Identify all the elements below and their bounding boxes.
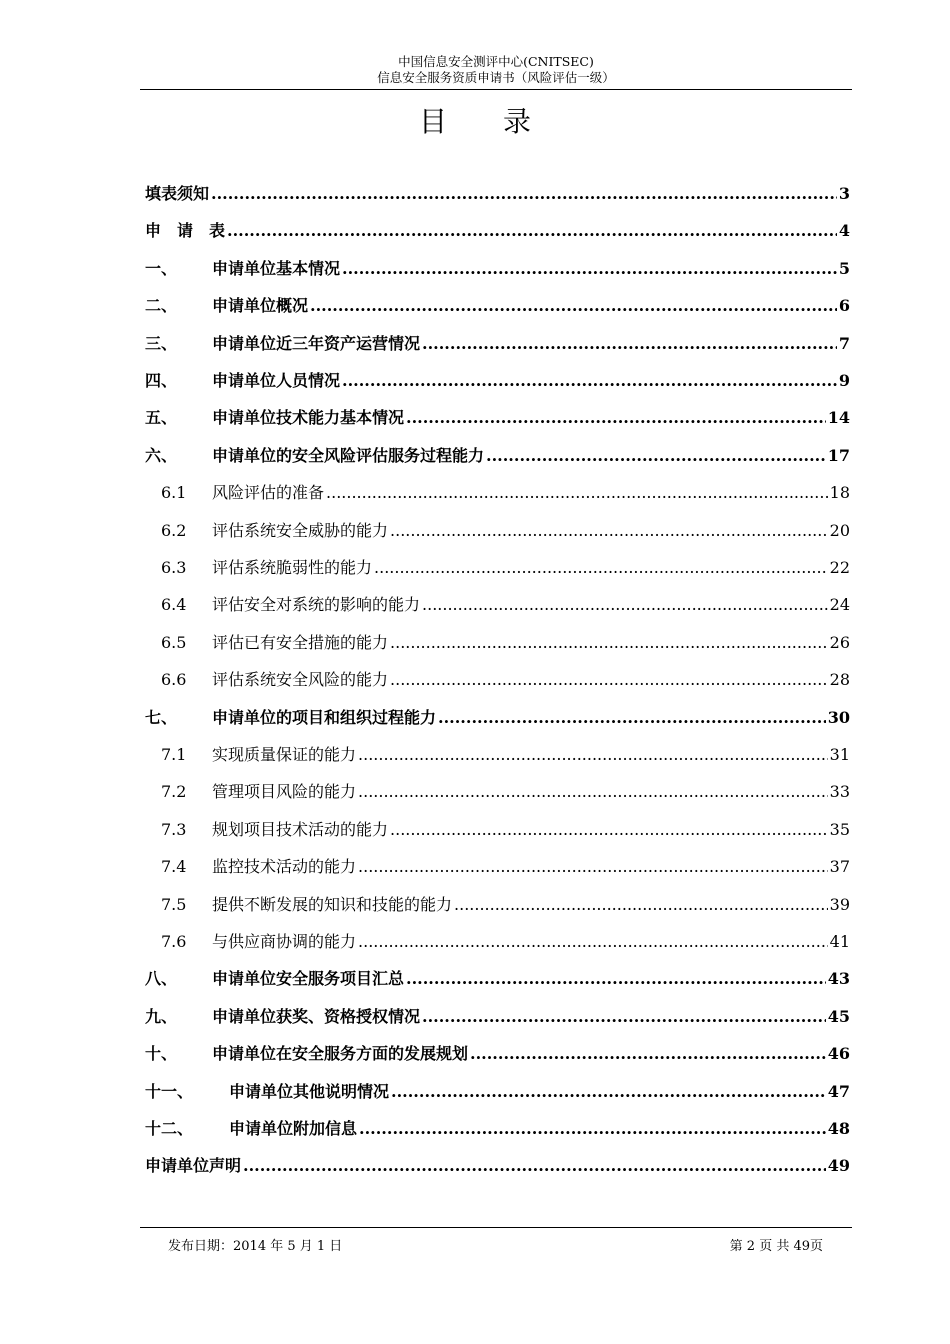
toc-entry-page: 20 (829, 520, 850, 540)
toc-dot-leader (454, 895, 828, 914)
toc-entry-number: 6.1 (161, 483, 187, 503)
toc-dot-leader (438, 708, 826, 727)
footer-page-info: 第 2 页 共 49页 (729, 1239, 823, 1254)
toc-entry-page: 39 (829, 894, 850, 914)
toc-entry-label: 评估系统脆弱性的能力 (212, 558, 373, 577)
toc-dot-leader (406, 408, 826, 427)
toc-entry-label: 风险评估的准备 (212, 483, 325, 503)
toc-entry[interactable] (145, 1116, 850, 1140)
toc-dot-leader (390, 670, 828, 689)
toc-dot-leader (406, 969, 826, 988)
toc-dot-leader (422, 334, 837, 353)
toc-entry-label: 实现质量保证的能力 (212, 745, 357, 764)
toc-entry[interactable] (145, 331, 850, 355)
toc-entry-number: 十一、 (145, 1081, 194, 1101)
toc-entry-number: 7.6 (161, 932, 187, 951)
toc-entry-number: 6.5 (161, 632, 187, 652)
toc-entry-page: 7 (838, 333, 850, 353)
toc-dot-leader (486, 446, 826, 465)
toc-entry-page: 28 (829, 670, 850, 690)
toc-entry[interactable] (145, 667, 850, 691)
toc-entry-page: 31 (829, 745, 850, 764)
toc-entry-label: 评估已有安全措施的能力 (212, 632, 389, 652)
toc-entry[interactable] (145, 1004, 850, 1028)
toc-entry-label: 评估安全对系统的影响的能力 (212, 595, 421, 615)
toc-entry-page: 48 (827, 1119, 850, 1138)
toc-entry-label: 申请单位近三年资产运营情况 (212, 333, 421, 353)
toc-entry-number: 七、 (145, 707, 178, 727)
toc-entry-label: 申请单位概况 (212, 296, 309, 316)
toc-entry-label: 管理项目风险的能力 (212, 782, 357, 802)
toc-entry[interactable] (145, 518, 850, 542)
toc-entry-label: 申 请 表 (145, 221, 226, 241)
toc-entry[interactable] (145, 480, 850, 504)
toc-entry-page: 5 (838, 258, 850, 278)
toc-entry-label: 评估系统安全风险的能力 (212, 670, 389, 690)
toc-entry-label: 申请单位其他说明情况 (229, 1081, 390, 1101)
toc-entry-page: 35 (829, 819, 850, 839)
toc-entry-page: 49 (827, 1156, 850, 1176)
toc-entry-page: 6 (838, 296, 850, 316)
toc-dot-leader (342, 259, 837, 278)
toc-dot-leader (358, 745, 828, 764)
footer-divider (140, 1227, 852, 1228)
toc-entry-number: 四、 (145, 371, 178, 390)
toc-entry-page: 18 (829, 483, 850, 503)
toc-entry-page: 30 (827, 707, 850, 727)
toc-entry-number: 六、 (145, 445, 178, 465)
toc-entry-number: 6.3 (161, 558, 187, 577)
toc-entry-label: 申请单位声明 (145, 1156, 242, 1176)
toc-dot-leader (390, 633, 828, 652)
toc-entry[interactable] (145, 1079, 850, 1103)
toc-entry-page: 43 (827, 969, 850, 989)
toc-entry[interactable] (145, 181, 850, 205)
toc-entry-page: 41 (829, 932, 850, 951)
toc-entry-number: 6.6 (161, 670, 187, 690)
toc-entry[interactable] (145, 630, 850, 654)
toc-entry-page: 9 (838, 371, 850, 390)
toc-entry[interactable] (145, 779, 850, 803)
toc-entry-number: 7.4 (161, 857, 187, 877)
toc-entry-page: 46 (827, 1044, 850, 1064)
toc-entry[interactable] (145, 966, 850, 990)
toc-entry-label: 提供不断发展的知识和技能的能力 (212, 894, 453, 914)
toc-entry-page: 37 (829, 857, 850, 877)
toc-entry[interactable] (145, 405, 850, 429)
toc-entry-number: 一、 (145, 258, 178, 278)
toc-entry[interactable] (145, 1041, 850, 1065)
footer-publish-date: 发布日期：2014 年 5 月 1 日 (168, 1239, 343, 1254)
toc-entry-label: 申请单位安全服务项目汇总 (212, 969, 405, 989)
toc-entry-number: 7.5 (161, 894, 187, 914)
toc-entry-label: 申请单位技术能力基本情况 (212, 408, 405, 428)
toc-entry-number: 十、 (145, 1044, 178, 1064)
toc-dot-leader (391, 1082, 826, 1101)
toc-entry-number: 二、 (145, 296, 178, 316)
toc-entry-number: 7.2 (161, 782, 187, 802)
toc-entry-number: 五、 (145, 408, 178, 428)
toc-dot-leader (359, 1119, 826, 1138)
toc-entry-label: 申请单位基本情况 (212, 258, 341, 278)
toc-entry-number: 6.2 (161, 520, 187, 540)
toc-entry-page: 3 (838, 184, 850, 203)
toc-dot-leader (390, 820, 828, 839)
toc-entry-number: 7.1 (161, 745, 187, 764)
toc-entry-number: 6.4 (161, 595, 187, 615)
toc-dot-leader (211, 184, 837, 203)
toc-dot-leader (374, 558, 828, 577)
toc-entry[interactable] (145, 555, 850, 579)
toc-entry-page: 17 (827, 445, 850, 465)
toc-entry[interactable] (145, 293, 850, 317)
toc-entry-number: 九、 (145, 1006, 178, 1026)
toc-entry-label: 申请单位的项目和组织过程能力 (212, 707, 437, 727)
toc-entry[interactable] (145, 443, 850, 467)
toc-entry-number: 十二、 (145, 1119, 194, 1138)
toc-entry[interactable] (145, 929, 850, 953)
toc-entry-page: 14 (827, 408, 850, 428)
toc-dot-leader (243, 1156, 826, 1175)
toc-dot-leader (470, 1044, 826, 1063)
toc-dot-leader (310, 296, 837, 315)
toc-entry-label: 规划项目技术活动的能力 (212, 819, 389, 839)
toc-entry[interactable] (145, 256, 850, 280)
toc-entry-number: 7.3 (161, 819, 187, 839)
toc-entry-label: 申请单位在安全服务方面的发展规划 (212, 1044, 469, 1064)
header-document-title: 信息安全服务资质申请书（风险评估一级） (377, 70, 615, 85)
toc-entry-label: 评估系统安全威胁的能力 (212, 520, 389, 540)
toc-dot-leader (358, 932, 828, 951)
toc-dot-leader (422, 595, 828, 614)
toc-entry-label: 与供应商协调的能力 (212, 932, 357, 951)
toc-entry[interactable] (145, 892, 850, 916)
header-organization: 中国信息安全测评中心(CNITSEC) (398, 54, 594, 69)
toc-entry-page: 47 (827, 1081, 850, 1101)
toc-entry-label: 申请单位获奖、资格授权情况 (212, 1006, 421, 1026)
toc-dot-leader (358, 782, 828, 801)
toc-dot-leader (390, 521, 828, 540)
toc-dot-leader (422, 1007, 826, 1026)
toc-entry-page: 33 (829, 782, 850, 802)
toc-entry-page: 24 (829, 595, 850, 615)
toc-entry[interactable] (145, 1153, 850, 1177)
toc-entry-page: 26 (829, 632, 850, 652)
toc-entry-page: 4 (838, 221, 850, 241)
toc-dot-leader (342, 371, 837, 390)
toc-entry-label: 填表须知 (145, 184, 210, 203)
toc-entry[interactable] (145, 592, 850, 616)
toc-dot-leader (358, 857, 828, 876)
toc-dot-leader (326, 483, 828, 502)
toc-entry-label: 申请单位人员情况 (212, 371, 341, 390)
toc-entry[interactable] (145, 368, 850, 392)
toc-dot-leader (227, 221, 837, 240)
toc-entry[interactable] (145, 742, 850, 766)
toc-entry[interactable] (145, 817, 850, 841)
toc-entry-number: 八、 (145, 969, 178, 989)
page-title: 目录 (418, 105, 587, 138)
toc-entry-page: 45 (827, 1006, 850, 1026)
toc-entry[interactable] (145, 218, 850, 242)
toc-entry-label: 申请单位的安全风险评估服务过程能力 (212, 445, 485, 465)
toc-entry[interactable] (145, 705, 850, 729)
toc-entry-page: 22 (829, 558, 850, 577)
toc-entry-label: 监控技术活动的能力 (212, 857, 357, 877)
toc-entry-label: 申请单位附加信息 (229, 1119, 358, 1138)
toc-entry[interactable] (145, 854, 850, 878)
toc-entry-number: 三、 (145, 333, 178, 353)
